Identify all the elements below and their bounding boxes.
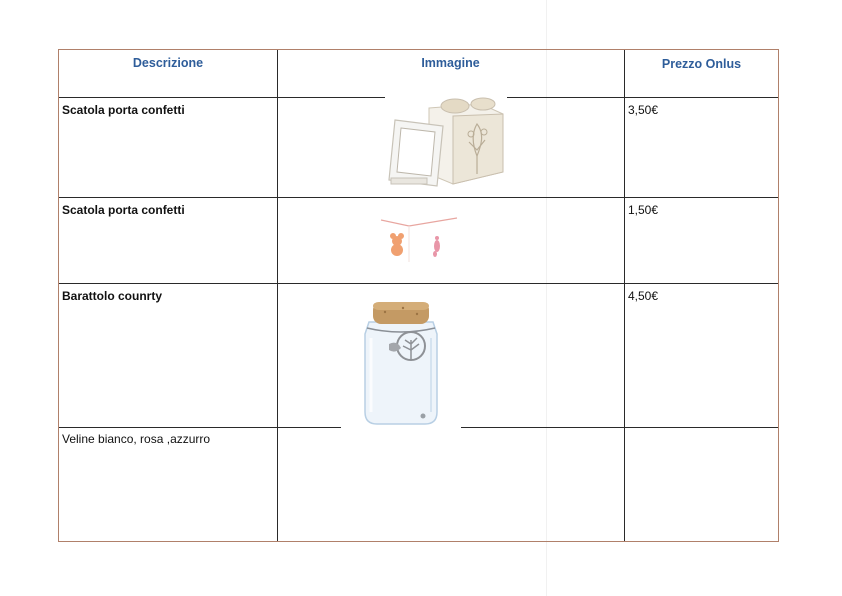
row-3-price: 4,50€ <box>628 289 659 303</box>
table-row-divider <box>59 283 778 284</box>
product-table <box>58 49 779 542</box>
row-2-price: 1,50€ <box>628 203 659 217</box>
wooden-cutout-box-icon <box>385 94 507 190</box>
row-3-description: Barattolo counrty <box>62 289 163 303</box>
row-4-description: Veline bianco, rosa ,azzurro <box>62 432 211 446</box>
row-1-description: Scatola porta confetti <box>62 103 185 117</box>
row-2-description: Scatola porta confetti <box>62 203 185 217</box>
header-description: Descrizione <box>132 56 204 70</box>
table-column-divider <box>277 50 278 541</box>
row-1-price: 3,50€ <box>628 103 659 117</box>
glass-jar-cork-icon <box>341 294 461 428</box>
table-row-divider <box>59 197 778 198</box>
header-image: Immagine <box>421 56 480 70</box>
table-column-divider <box>624 50 625 541</box>
header-price: Prezzo Onlus <box>661 57 742 71</box>
white-box-teddy-icon <box>379 210 461 266</box>
